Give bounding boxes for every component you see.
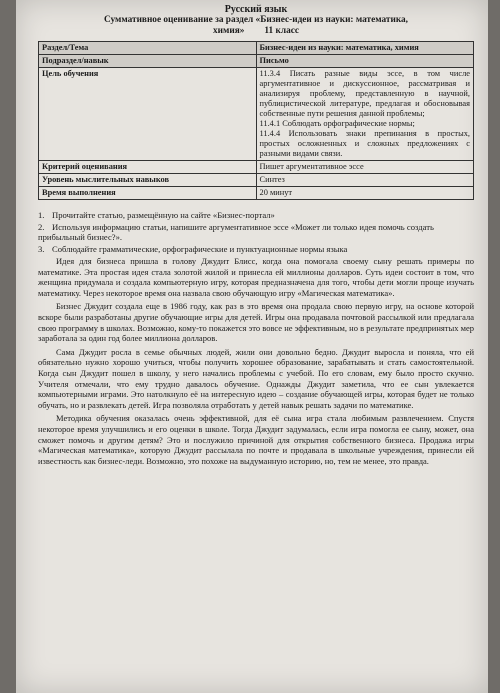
task-list — [38, 210, 474, 254]
row-value: Синтез — [256, 174, 474, 187]
table-row — [39, 174, 474, 187]
specification-table — [38, 41, 474, 200]
row-label: Раздел/Тема — [39, 42, 257, 55]
task-number: 2. — [38, 221, 45, 232]
title-line-1: Суммативное оценивание за раздел «Бизнес-идеи из науки: математика, — [103, 15, 409, 25]
article-paragraph: Идея для бизнеса пришла в голову Джудит Блисс, когда она помогала своему сыну решать примеры по математике. Эта простая идея стала золотой жилой и принесла ей миллионы долларов. Суть идеи состоит в том, что женщина придумала и создала компьютерную игру, которая предназначена для того, чтобы дети могли проще изучать математику. Через некоторое время она назвала свою обучающую игру «Магическая математика». — [38, 256, 474, 298]
goal-item: 11.4.1 Соблюдать орфографические нормы; — [259, 119, 415, 128]
subject-heading: Русский язык — [224, 4, 288, 15]
goal-item: 11.4.4 Использовать знаки препинания в простых, простых осложненных и сложных предложениях с разными видами связи. — [259, 129, 470, 158]
row-label: Цель обучения — [39, 68, 257, 161]
table-row — [39, 161, 474, 174]
task-text: Прочитайте статью, размещённую на сайте «Бизнес-портал» — [52, 210, 275, 220]
row-label: Подраздел/навык — [39, 55, 257, 68]
learning-goals — [256, 68, 474, 161]
goal-item: 11.3.4 Писать разные виды эссе, в том числе аргументативное и дискуссионное, рассматривая и анализируя проблему, представленную в научной, публицистической литературе, предлагая и обосновывая собственные пути решения данной проблемы; — [259, 69, 470, 118]
title-line-2-text: химия» — [213, 26, 245, 36]
row-value: Бизнес-идеи из науки: математика, химия — [256, 42, 474, 55]
row-value: Письмо — [256, 55, 474, 68]
list-item — [38, 244, 474, 255]
task-text: Соблюдайте грамматические, орфографические и пунктуационные нормы языка — [52, 243, 348, 254]
row-value: 20 минут — [256, 187, 474, 200]
title-line-2 — [38, 26, 474, 37]
task-number: 3. — [38, 243, 45, 254]
list-item — [38, 222, 474, 243]
article-text — [38, 256, 474, 466]
row-label: Критерий оценивания — [39, 161, 257, 174]
task-number: 1. — [38, 210, 45, 220]
worksheet-page — [16, 0, 488, 693]
grade-label: 11 класс — [264, 26, 299, 36]
article-paragraph: Бизнес Джудит создала еще в 1986 году, как раз в это время она продала свою первую игру, на основе которой вскоре были разработаны другие обучающие игры для детей. Игры она продавала почтовой рассылкой или предлагала свою программу в школах. Возможно, кому-то покажется это вовсе не эффективным, но в результате предпринятых мер заработала за один год более миллиона долларов. — [38, 301, 474, 344]
row-value: Пишет аргументативное эссе — [256, 161, 474, 174]
task-text: Используя информацию статьи, напишите аргументативное эссе «Может ли только идея помочь создать прибыльный бизнес?». — [38, 221, 434, 242]
row-label: Уровень мыслительных навыков — [39, 174, 257, 187]
table-row — [39, 55, 474, 68]
assessment-title — [38, 15, 474, 37]
article-paragraph: Сама Джудит росла в семье обычных людей, жили они довольно бедно. Джудит выросла и поняла, что ей обязательно нужно хорошо учиться, чтобы получить хорошее образование, зарабатывать и стать самостоятельной. Когда сын Джудит пошел в школу, у него начались проблемы с учебой. По его словам, ему было просто скучно. Учителя отмечали, что ему трудно давалось обучение. Однажды Джудит заметила, что ее сын увлекается компьютерными играми. Это натолкнуло её на интересную идею – создание обучающей игры, которая будет не только обучать, но и развлекать детей. Игра позволяла отработать у детей навык решать задачи по математике. — [38, 346, 474, 410]
list-item — [38, 210, 474, 221]
table-row — [39, 187, 474, 200]
table-row — [39, 68, 474, 161]
article-paragraph: Методика обучения оказалась очень эффективной, для её сына игра стала любимым развлечением. Спустя некоторое время улучшились и его оценки в школе. Тогда Джудит задумалась, если игра помогла ее сыну, может, она сможет помочь и другим детям? Это и послужило причиной для открытия собственного бизнеса. Продажа игры «Магическая математика», которую Джудит рассылала по почте и продавала в школьные учреждения, принесли ей известность как бизнес-леди. Возможно, это похоже на выдуманную историю, но, тем не менее, это правда. — [38, 413, 474, 466]
row-label: Время выполнения — [39, 187, 257, 200]
table-row — [39, 42, 474, 55]
